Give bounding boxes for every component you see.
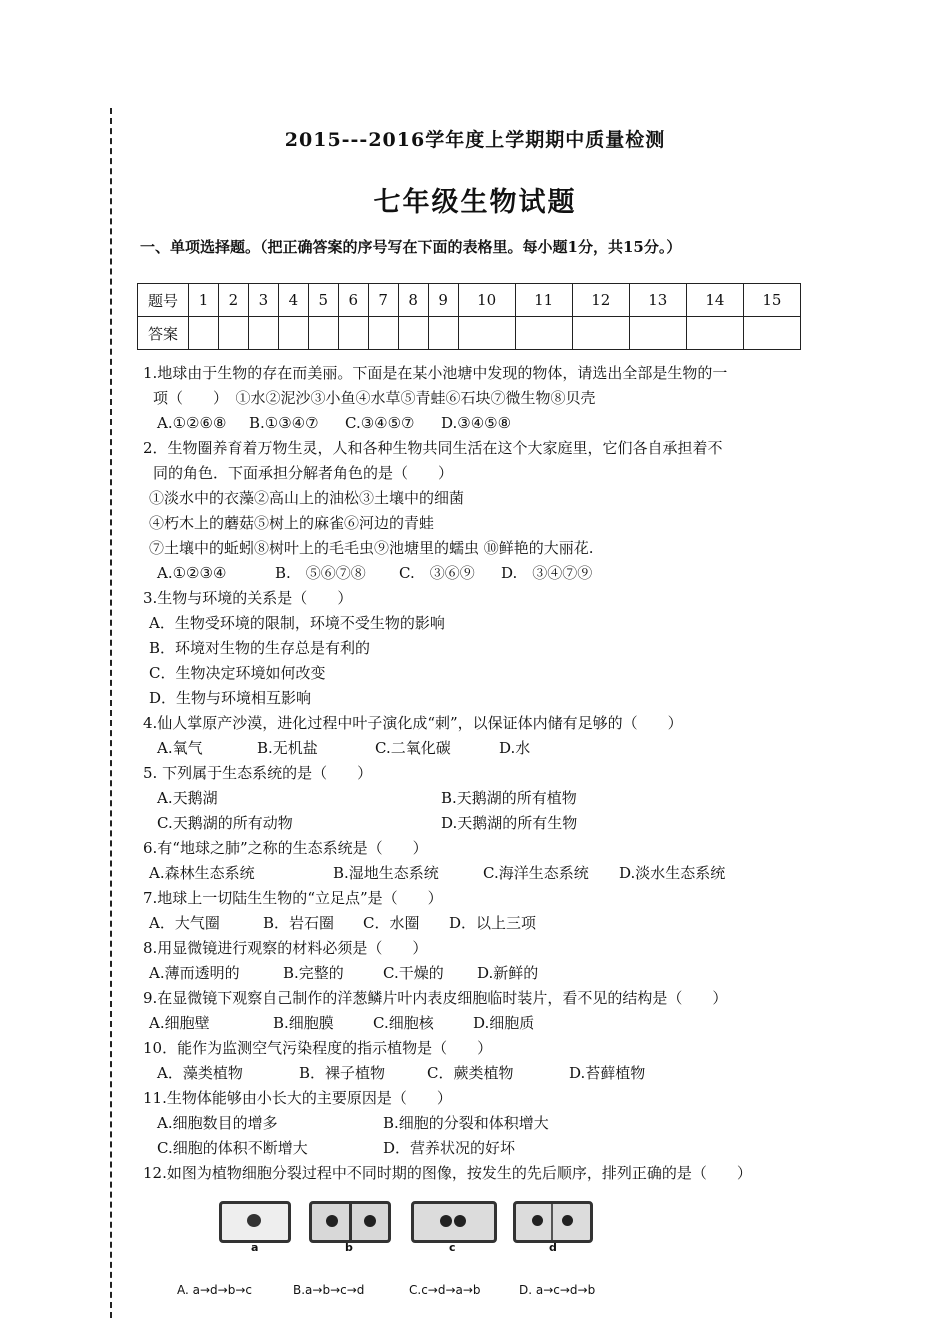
- option-a[interactable]: A．生物受环境的限制，环境不受生物的影响: [149, 614, 445, 632]
- binding-margin-line: [110, 108, 112, 1318]
- question-number: 14: [686, 284, 743, 317]
- option-a[interactable]: A.森林生态系统: [149, 864, 255, 882]
- question-number: 4: [278, 284, 308, 317]
- option-c[interactable]: C.干燥的: [383, 964, 444, 982]
- question-8-stem: 8.用显微镜进行观察的材料必须是（ ）: [143, 939, 428, 957]
- option-d[interactable]: D.苔藓植物: [569, 1064, 646, 1082]
- option-a[interactable]: A.细胞数目的增多: [157, 1114, 278, 1132]
- question-12-stem: 12.如图为植物细胞分裂过程中不同时期的图像，按发生的先后顺序，排列正确的是（ ）: [143, 1164, 752, 1182]
- cell-c-label: c: [449, 1241, 456, 1254]
- question-number: 6: [338, 284, 368, 317]
- option-b[interactable]: B．裸子植物: [299, 1064, 386, 1082]
- question-10-stem: 10．能作为监测空气污染程度的指示植物是（ ）: [143, 1039, 493, 1057]
- question-number: 9: [428, 284, 458, 317]
- question-2-stem-cont: 同的角色．下面承担分解者角色的是（ ）: [153, 464, 454, 482]
- option-d[interactable]: D. ③④⑦⑨: [501, 564, 593, 582]
- option-a[interactable]: A.天鹅湖: [157, 789, 218, 807]
- question-4-options: [143, 736, 823, 761]
- question-6-stem: 6.有“地球之肺”之称的生态系统是（ ）: [143, 839, 428, 857]
- option-a[interactable]: A.①②③④: [157, 564, 227, 582]
- question-number: 12: [572, 284, 629, 317]
- question-number: 8: [398, 284, 428, 317]
- question-11-options-ab: [143, 1111, 823, 1136]
- option-c[interactable]: C.二氧化碳: [375, 739, 451, 757]
- questions-body: [143, 361, 823, 1186]
- option-a[interactable]: A.①②⑥⑧: [157, 414, 227, 432]
- answer-cell[interactable]: [515, 317, 572, 350]
- option-a[interactable]: A．大气圈: [149, 914, 220, 932]
- option-b[interactable]: B. ⑤⑥⑦⑧: [275, 564, 366, 582]
- option-b[interactable]: B.无机盐: [257, 739, 318, 757]
- option-d[interactable]: D．营养状况的好坏: [383, 1139, 516, 1157]
- question-number: 10: [458, 284, 515, 317]
- question-6-options: [143, 861, 823, 886]
- answer-table: [137, 283, 801, 350]
- option-b[interactable]: B．岩石圈: [263, 914, 335, 932]
- option-c[interactable]: C.c→d→a→b: [409, 1283, 481, 1297]
- option-d[interactable]: D.淡水生态系统: [619, 864, 726, 882]
- question-number: 2: [218, 284, 248, 317]
- cell-d-label: d: [549, 1241, 557, 1254]
- cell-d-image: [513, 1201, 593, 1243]
- answer-cell[interactable]: [368, 317, 398, 350]
- option-d[interactable]: D. a→c→d→b: [519, 1283, 596, 1297]
- cell-c-image: [411, 1201, 497, 1243]
- nucleus-icon: [364, 1215, 376, 1227]
- question-3-stem: 3.生物与环境的关系是（ ）: [143, 589, 353, 607]
- row-label-answer: 答案: [138, 317, 189, 350]
- question-number: 13: [629, 284, 686, 317]
- answer-cell[interactable]: [458, 317, 515, 350]
- option-c[interactable]: C.天鹅湖的所有动物: [157, 814, 293, 832]
- question-9-stem: 9.在显微镜下观察自己制作的洋葱鳞片叶内表皮细胞临时装片，看不见的结构是（ ）: [143, 989, 728, 1007]
- option-b[interactable]: B.天鹅湖的所有植物: [441, 789, 577, 807]
- option-a[interactable]: A.薄而透明的: [149, 964, 240, 982]
- option-a[interactable]: A．藻类植物: [157, 1064, 243, 1082]
- answer-cell[interactable]: [572, 317, 629, 350]
- question-number: 11: [515, 284, 572, 317]
- option-c[interactable]: C.海洋生态系统: [483, 864, 589, 882]
- option-c[interactable]: C．水圈: [363, 914, 420, 932]
- question-2-items-2: ④朽木上的蘑菇⑤树上的麻雀⑥河边的青蛙: [149, 514, 435, 532]
- question-4-stem: 4.仙人掌原产沙漠，进化过程中叶子演化成“刺”，以保证体内储有足够的（ ）: [143, 714, 683, 732]
- question-number: 15: [743, 284, 800, 317]
- answer-cell[interactable]: [686, 317, 743, 350]
- cell-wall-divider: [349, 1204, 352, 1240]
- cell-a-label: a: [251, 1241, 259, 1254]
- cell-b-image: [309, 1201, 391, 1243]
- cell-b-label: b: [345, 1241, 353, 1254]
- option-d[interactable]: D.新鲜的: [477, 964, 539, 982]
- option-b[interactable]: B.湿地生态系统: [333, 864, 439, 882]
- section-heading: 一、单项选择题。（把正确答案的序号写在下面的表格里。每小题1分，共15分。）: [140, 238, 682, 256]
- option-a[interactable]: A. a→d→b→c: [177, 1283, 252, 1297]
- question-number: 5: [308, 284, 338, 317]
- answer-cell[interactable]: [629, 317, 686, 350]
- option-c[interactable]: C. ③⑥⑨: [399, 564, 475, 582]
- question-9-options: [143, 1011, 823, 1036]
- answer-cell[interactable]: [428, 317, 458, 350]
- option-b[interactable]: B.细胞膜: [273, 1014, 334, 1032]
- question-5-options-ab: [143, 786, 823, 811]
- answer-row: [138, 317, 801, 350]
- nucleus-icon: [532, 1215, 543, 1226]
- option-b[interactable]: B.细胞的分裂和体积增大: [383, 1114, 549, 1132]
- option-c[interactable]: C.③④⑤⑦: [345, 414, 415, 432]
- answer-cell[interactable]: [189, 317, 219, 350]
- answer-cell[interactable]: [248, 317, 278, 350]
- question-number: 3: [248, 284, 278, 317]
- nucleus-icon: [562, 1215, 573, 1226]
- option-d[interactable]: D.③④⑤⑧: [441, 414, 512, 432]
- answer-cell[interactable]: [278, 317, 308, 350]
- option-a[interactable]: A.氧气: [157, 739, 203, 757]
- question-2-options: [143, 561, 823, 586]
- cell-plate-line: [551, 1204, 553, 1240]
- option-c[interactable]: C．生物决定环境如何改变: [149, 664, 326, 682]
- option-b[interactable]: B.完整的: [283, 964, 344, 982]
- nucleus-icon: [454, 1215, 466, 1227]
- question-10-options: [143, 1061, 823, 1086]
- question-8-options: [143, 961, 823, 986]
- option-b[interactable]: B.①③④⑦: [249, 414, 319, 432]
- question-number: 7: [368, 284, 398, 317]
- answer-cell[interactable]: [218, 317, 248, 350]
- answer-cell[interactable]: [398, 317, 428, 350]
- option-d[interactable]: D．以上三项: [449, 914, 537, 932]
- question-number: 1: [189, 284, 219, 317]
- question-2-items-3: ⑦土壤中的蚯蚓⑧树叶上的毛毛虫⑨池塘里的蠕虫 ⑩鲜艳的大丽花.: [149, 539, 594, 557]
- answer-cell[interactable]: [743, 317, 800, 350]
- cell-a-image: [219, 1201, 291, 1243]
- question-7-stem: 7.地球上一切陆生生物的“立足点”是（ ）: [143, 889, 443, 907]
- answer-cell[interactable]: [308, 317, 338, 350]
- option-b[interactable]: B．环境对生物的生存总是有利的: [149, 639, 371, 657]
- question-number-row: [138, 284, 801, 317]
- option-d[interactable]: D．生物与环境相互影响: [149, 689, 312, 707]
- option-d[interactable]: D.水: [499, 739, 531, 757]
- question-2-stem: 2．生物圈养育着万物生灵，人和各种生物共同生活在这个大家庭里，它们各自承担着不: [143, 439, 723, 457]
- option-c[interactable]: C.细胞的体积不断增大: [157, 1139, 308, 1157]
- question-1-options: [143, 411, 823, 436]
- question-2-items-1: ①淡水中的衣藻②高山上的油松③土壤中的细菌: [149, 489, 465, 507]
- nucleus-icon: [440, 1215, 452, 1227]
- nucleus-icon: [326, 1215, 338, 1227]
- nucleus-icon: [247, 1214, 261, 1227]
- question-11-stem: 11.生物体能够由小长大的主要原因是（ ）: [143, 1089, 452, 1107]
- question-1-stem-cont: 项（ ） ①水②泥沙③小鱼④水草⑤青蛙⑥石块⑦微生物⑧贝壳: [153, 389, 596, 407]
- cell-division-figure: [215, 1195, 595, 1255]
- question-5-stem: 5. 下列属于生态系统的是（ ）: [143, 764, 373, 782]
- answer-cell[interactable]: [338, 317, 368, 350]
- exam-subtitle: 七年级生物试题: [373, 187, 577, 218]
- row-label-number: 题号: [138, 284, 189, 317]
- question-5-options-cd: [143, 811, 823, 836]
- option-d[interactable]: D.天鹅湖的所有生物: [441, 814, 578, 832]
- option-a[interactable]: A.细胞壁: [149, 1014, 210, 1032]
- option-d[interactable]: D.细胞质: [473, 1014, 535, 1032]
- exam-title: 2015---2016学年度上学期期中质量检测: [284, 129, 666, 151]
- option-c[interactable]: C．蕨类植物: [427, 1064, 514, 1082]
- question-1-stem: 1.地球由于生物的存在而美丽。下面是在某小池塘中发现的物体，请选出全部是生物的一: [143, 364, 728, 382]
- question-7-options: [143, 911, 823, 936]
- option-c[interactable]: C.细胞核: [373, 1014, 434, 1032]
- question-12-options: [177, 1283, 595, 1297]
- option-b[interactable]: B.a→b→c→d: [293, 1283, 365, 1297]
- question-11-options-cd: [143, 1136, 823, 1161]
